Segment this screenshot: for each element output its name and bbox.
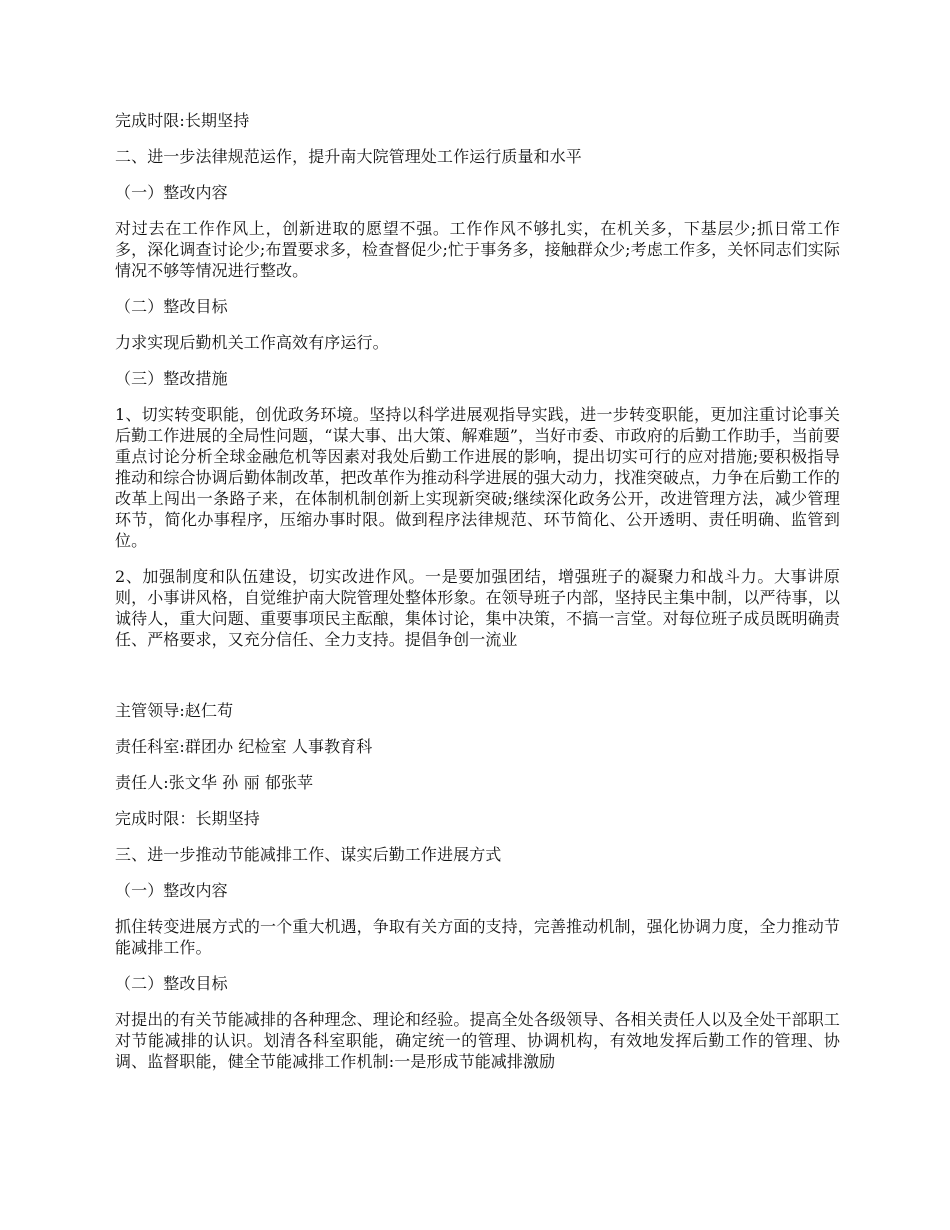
deadline-line-2: 完成时限：长期坚持 (115, 809, 260, 828)
subheading-rectification-measures: （三）整改措施 (115, 369, 228, 388)
deadline-line: 完成时限:长期坚持 (115, 111, 250, 130)
leader-line: 主管领导:赵仁苟 (115, 701, 234, 720)
section-2-heading: 二、进一步法律规范运作，提升南大院管理处工作运行质量和水平 (115, 147, 582, 166)
subheading-rectification-goal: （二）整改目标 (115, 297, 228, 316)
paragraph-measure-2: 2、加强制度和队伍建设，切实改进作风。一是要加强团结，增强班子的凝聚力和战斗力。大事讲原则，小事讲风格，自觉维护南大院管理处整体形象。在领导班子内部，坚持民主集中制，以严待事，以诚待人，重大问题、重要事项民主酝酿，集体讨论，集中决策，不搞一言堂。对每位班子成员既明确责任、严格要求，又充分信任、全力支持。提倡争创一流业 (115, 567, 840, 649)
paragraph-rectification-content-2: 抓住转变进展方式的一个重大机遇，争取有关方面的支持，完善推动机制，强化协调力度，全力推动节能减排工作。 (115, 917, 840, 957)
paragraph-rectification-content: 对过去在工作作风上，创新进取的愿望不强。工作作风不够扎实，在机关多，下基层少;抓日常工作多，深化调查讨论少;布置要求多，检查督促少;忙于事务多，接触群众少;考虑工作多，关怀同志们实际情况不够等情况进行整改。 (115, 219, 840, 280)
paragraph-rectification-goal-2: 对提出的有关节能减排的各种理念、理论和经验。提高全处各级领导、各相关责任人以及全处干部职工对节能减排的认识。划清各科室职能，确定统一的管理、协调机构，有效地发挥后勤工作的管理、协调、监督职能，健全节能减排工作机制:一是形成节能减排激励 (115, 1010, 840, 1071)
subheading-rectification-content: （一）整改内容 (115, 183, 228, 202)
department-line: 责任科室:群团办 纪检室 人事教育科 (115, 737, 373, 756)
section-3-heading: 三、进一步推动节能减排工作、谋实后勤工作进展方式 (115, 845, 502, 864)
responsible-person-line: 责任人:张文华 孙 丽 郁张苹 (115, 773, 314, 792)
paragraph-measure-1: 1、切实转变职能，创优政务环境。坚持以科学进展观指导实践，进一步转变职能，更加注重讨论事关后勤工作进展的全局性问题，“谋大事、出大策、解难题”，当好市委、市政府的后勤工作助手，当前要重点讨论分析全球金融危机等因素对我处后勤工作进展的影响，提出切实可行的应对措施;要积极指导推动和综合协调后勤体制改革，把改革作为推动科学进展的强大动力，找准突破点，力争在后勤工作的改革上闯出一条路子来，在体制机制创新上实现新突破;继续深化政务公开，改进管理方法，减少管理环节，简化办事程序，压缩办事时限。做到程序法律规范、环节简化、公开透明、责任明确、监管到位。 (115, 405, 840, 550)
paragraph-rectification-goal: 力求实现后勤机关工作高效有序运行。 (115, 333, 389, 352)
subheading-rectification-content-2: （一）整改内容 (115, 881, 228, 900)
subheading-rectification-goal-2: （二）整改目标 (115, 974, 228, 993)
document-body (115, 110, 840, 1072)
